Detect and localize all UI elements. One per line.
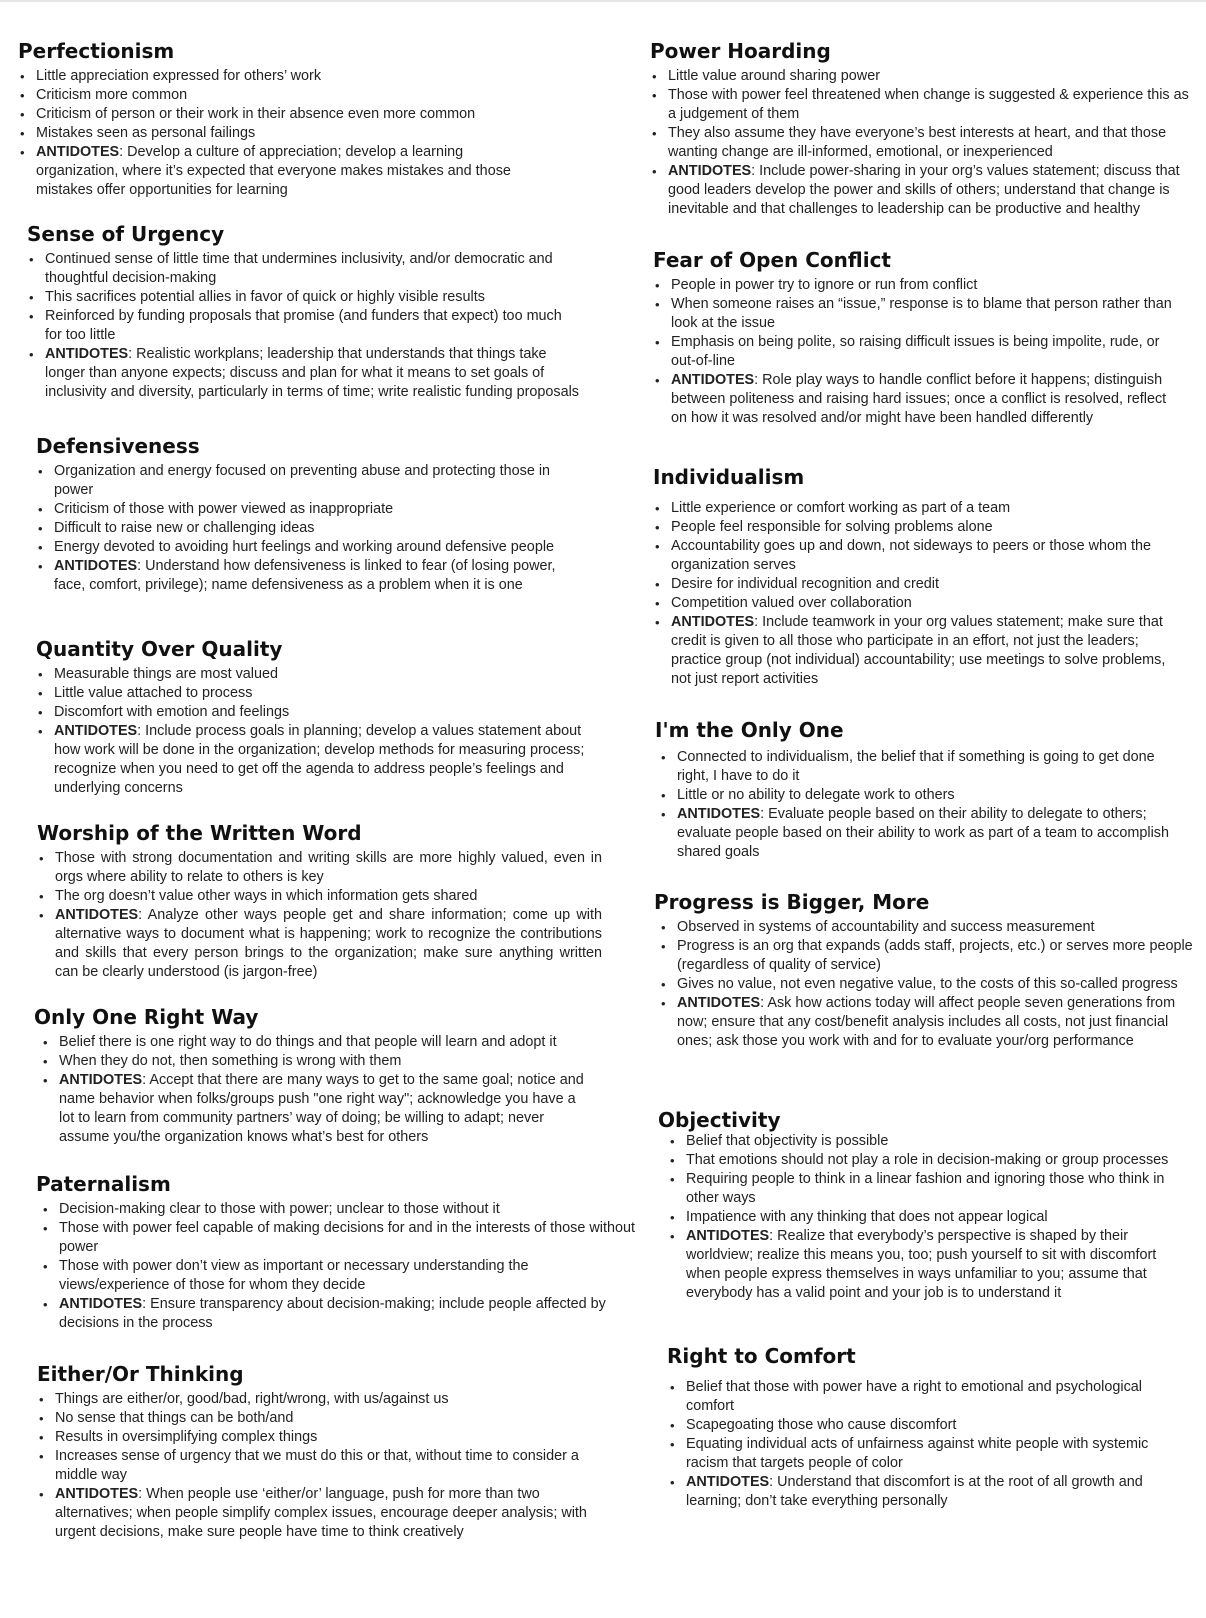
list-item: • Measurable things are most valued (54, 665, 591, 684)
section-title: Power Hoarding (650, 39, 831, 63)
list-item: • Little or no ability to delegate work to others (677, 786, 1190, 805)
section-progress-is-bigger-more (654, 890, 1194, 1051)
list-item: • Emphasis on being polite, so raising difficult issues is being impolite, rude, or out-of-line (671, 333, 1183, 371)
list-item: • Little experience or comfort working as part of a team (671, 499, 1183, 518)
bullet-list (653, 499, 1183, 689)
list-item: • ANTIDOTES: Understand how defensiveness is linked to fear (of losing power, face, comfort, privilege); name defensiveness as a problem when it is one (54, 557, 576, 595)
list-item: • Competition valued over collaboration (671, 594, 1183, 613)
list-item: • Mistakes seen as personal failings (36, 124, 538, 143)
list-item: • ANTIDOTES: Accept that there are many ways to get to the same goal; notice and name behavior when folks/groups push "one right way"; acknowledge you have a lot to learn from community partners’ way of doing; be willing to adapt; never assume you/the organization knows what’s best for others (59, 1071, 594, 1147)
section-im-the-only-one (655, 718, 1190, 862)
section-fear-of-open-conflict (653, 248, 1183, 428)
section-objectivity (658, 1108, 1193, 1303)
list-item: • People feel responsible for solving problems alone (671, 518, 1183, 537)
list-item: • Those with power feel capable of making decisions for and in the interests of those without power (59, 1219, 636, 1257)
section-title: Right to Comfort (667, 1344, 856, 1368)
bullet-list (27, 250, 582, 402)
list-item: • Belief that objectivity is possible (686, 1132, 1193, 1151)
list-item: • They also assume they have everyone’s best interests at heart, and that those wanting change are ill-informed, emotional, or inexperienced (668, 124, 1190, 162)
section-title: Fear of Open Conflict (653, 248, 891, 272)
list-item: • Desire for individual recognition and credit (671, 575, 1183, 594)
bullet-list (654, 918, 1194, 1051)
section-title: Perfectionism (18, 39, 175, 63)
section-defensiveness (36, 434, 576, 595)
section-title: Defensiveness (36, 434, 200, 458)
list-item: • Those with power feel threatened when change is suggested & experience this as a judgement of them (668, 86, 1190, 124)
section-title: Progress is Bigger, More (654, 890, 930, 914)
bullet-list (658, 1132, 1193, 1303)
list-item: • Those with strong documentation and writing skills are more highly valued, even in orgs where ability to relate to others is key (55, 849, 602, 887)
list-item: • When someone raises an “issue,” response is to blame that person rather than look at the issue (671, 295, 1183, 333)
list-item: • Continued sense of little time that undermines inclusivity, and/or democratic and thoughtful decision-making (45, 250, 582, 288)
section-power-hoarding (650, 39, 1190, 219)
list-item: • Connected to individualism, the belief that if something is going to get done right, I have to do it (677, 748, 1190, 786)
list-item: • When they do not, then something is wrong with them (59, 1052, 594, 1071)
list-item: • Belief that those with power have a right to emotional and psychological comfort (686, 1378, 1167, 1416)
bullet-list (667, 1378, 1167, 1511)
section-only-one-right-way (34, 1005, 594, 1147)
section-title: I'm the Only One (655, 718, 844, 742)
list-item: • The org doesn’t value other ways in which information gets shared (55, 887, 602, 906)
list-item: • Energy devoted to avoiding hurt feelings and working around defensive people (54, 538, 576, 557)
list-item: • ANTIDOTES: Realize that everybody’s perspective is shaped by their worldview; realize this means you, too; push yourself to sit with discomfort when people express themselves in ways unfamiliar to you; assume that everybody has a valid point and your job is to understand it (686, 1227, 1193, 1303)
list-item: • No sense that things can be both/and (55, 1409, 597, 1428)
list-item: • ANTIDOTES: Role play ways to handle conflict before it happens; distinguish between politeness and raising hard issues; once a conflict is resolved, reflect on how it was resolved and/or might have been handled differently (671, 371, 1183, 428)
list-item: • ANTIDOTES: Analyze other ways people get and share information; come up with alternative ways to document what is happening; work to recognize the contributions and skills that every person brings to the organization; make sure anything written can be clearly understood (is jargon-free) (55, 906, 602, 982)
list-item: • Those with power don’t view as important or necessary understanding the views/experience of those for whom they decide (59, 1257, 636, 1295)
list-item: • Impatience with any thinking that does not appear logical (686, 1208, 1193, 1227)
list-item: • ANTIDOTES: Understand that discomfort is at the root of all growth and learning; don’t take everything personally (686, 1473, 1167, 1511)
list-item: • Increases sense of urgency that we must do this or that, without time to consider a middle way (55, 1447, 597, 1485)
bullet-list (36, 462, 576, 595)
bullet-list (653, 276, 1183, 428)
list-item: • Little value around sharing power (668, 67, 1190, 86)
list-item: • Decision-making clear to those with power; unclear to those without it (59, 1200, 636, 1219)
list-item: • Criticism more common (36, 86, 538, 105)
list-item: • Scapegoating those who cause discomfort (686, 1416, 1167, 1435)
list-item: • ANTIDOTES: Include process goals in planning; develop a values statement about how work will be done in the organization; develop methods for measuring process; recognize when you need to get off the agenda to address people’s feelings and underlying concerns (54, 722, 591, 798)
section-worship-of-written-word (37, 821, 602, 982)
list-item: • ANTIDOTES: Ensure transparency about decision-making; include people affected by decisions in the process (59, 1295, 636, 1333)
bullet-list (655, 748, 1190, 862)
section-title: Objectivity (658, 1108, 781, 1132)
list-item: • Accountability goes up and down, not sideways to peers or those whom the organization serves (671, 537, 1183, 575)
list-item: • Equating individual acts of unfairness against white people with systemic racism that targets people of color (686, 1435, 1167, 1473)
list-item: • Criticism of person or their work in their absence even more common (36, 105, 538, 124)
list-item: • That emotions should not play a role in decision-making or group processes (686, 1151, 1193, 1170)
bullet-list (37, 1390, 597, 1542)
section-right-to-comfort (667, 1344, 1167, 1511)
list-item: • Little value attached to process (54, 684, 591, 703)
list-item: • Reinforced by funding proposals that promise (and funders that expect) too much for too little (45, 307, 582, 345)
section-title: Quantity Over Quality (36, 637, 283, 661)
list-item: • People in power try to ignore or run from conflict (671, 276, 1183, 295)
bullet-list (36, 1200, 636, 1333)
list-item: • Difficult to raise new or challenging ideas (54, 519, 576, 538)
bullet-list (650, 67, 1190, 219)
list-item: • ANTIDOTES: When people use ‘either/or’ language, push for more than two alternatives; when people simplify complex issues, encourage deeper analysis; with urgent decisions, make sure people have time to think creatively (55, 1485, 597, 1542)
list-item: • ANTIDOTES: Develop a culture of appreciation; develop a learning organization, where it’s expected that everyone makes mistakes and those mistakes offer opportunities for learning (36, 143, 538, 200)
bullet-list (37, 849, 602, 982)
section-paternalism (36, 1172, 636, 1333)
bullet-list (34, 1033, 594, 1147)
section-quantity-over-quality (36, 637, 591, 798)
list-item: • Gives no value, not even negative value, to the costs of this so-called progress (677, 975, 1194, 994)
list-item: • Requiring people to think in a linear fashion and ignoring those who think in other ways (686, 1170, 1193, 1208)
bullet-list (18, 67, 538, 200)
list-item: • ANTIDOTES: Ask how actions today will affect people seven generations from now; ensure that any cost/benefit analysis includes all costs, not just financial ones; ask those you work with and for to evaluate your/org performance (677, 994, 1194, 1051)
list-item: • Observed in systems of accountability and success measurement (677, 918, 1194, 937)
list-item: • ANTIDOTES: Include teamwork in your org values statement; make sure that credit is given to all those who participate in an effort, not just the leaders; practice group (not individual) accountability; use meetings to solve problems, not just report activities (671, 613, 1183, 689)
section-either-or-thinking (37, 1362, 597, 1542)
section-title: Either/Or Thinking (37, 1362, 244, 1386)
list-item: • Progress is an org that expands (adds staff, projects, etc.) or serves more people (regardless of quality of service) (677, 937, 1194, 975)
list-item: • Little appreciation expressed for others’ work (36, 67, 538, 86)
section-title: Worship of the Written Word (37, 821, 362, 845)
section-title: Sense of Urgency (27, 222, 225, 246)
section-title: Only One Right Way (34, 1005, 259, 1029)
bullet-list (36, 665, 591, 798)
section-sense-of-urgency (27, 222, 582, 402)
list-item: • Results in oversimplifying complex things (55, 1428, 597, 1447)
list-item: • Organization and energy focused on preventing abuse and protecting those in power (54, 462, 576, 500)
list-item: • ANTIDOTES: Realistic workplans; leadership that understands that things take longer than anyone expects; discuss and plan for what it means to set goals of inclusivity and diversity, particularly in terms of time; write realistic funding proposals (45, 345, 582, 402)
list-item: • Discomfort with emotion and feelings (54, 703, 591, 722)
section-title: Individualism (653, 465, 805, 489)
list-item: • ANTIDOTES: Include power-sharing in your org’s values statement; discuss that good leaders develop the power and skills of others; understand that change is inevitable and that challenges to leadership can be productive and healthy (668, 162, 1190, 219)
section-individualism (653, 465, 1183, 689)
list-item: • This sacrifices potential allies in favor of quick or highly visible results (45, 288, 582, 307)
list-item: • Things are either/or, good/bad, right/wrong, with us/against us (55, 1390, 597, 1409)
list-item: • ANTIDOTES: Evaluate people based on their ability to delegate to others; evaluate people based on their ability to work as part of a team to accomplish shared goals (677, 805, 1190, 862)
list-item: • Belief there is one right way to do things and that people will learn and adopt it (59, 1033, 594, 1052)
section-perfectionism (18, 39, 538, 200)
list-item: • Criticism of those with power viewed as inappropriate (54, 500, 576, 519)
section-title: Paternalism (36, 1172, 171, 1196)
